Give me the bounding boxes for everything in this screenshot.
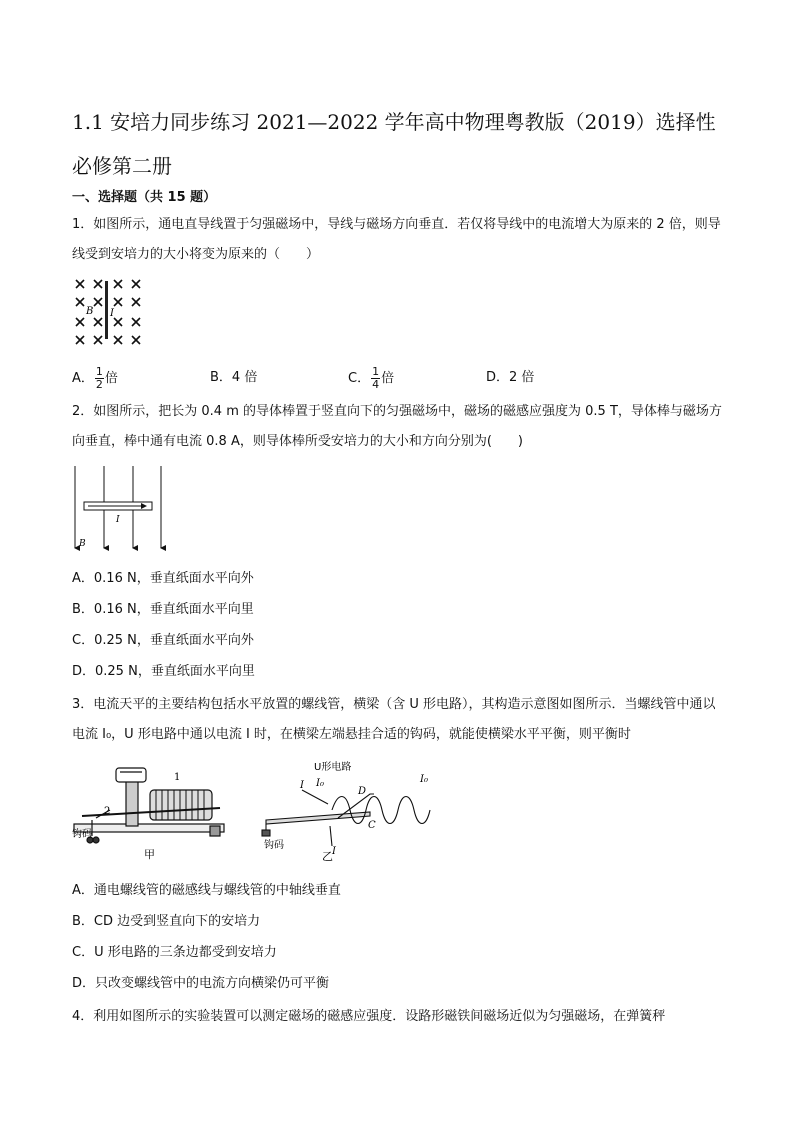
- q1-option-c[interactable]: [348, 366, 394, 391]
- fraction-numerator: 1: [372, 365, 380, 378]
- document-title: 1.1 安培力同步练习 2021—2022 学年高中物理粤教版（2019）选择性必修第二册: [72, 110, 716, 178]
- schematic-yi: [262, 790, 430, 846]
- q1-magnetic-field-figure: [72, 276, 144, 348]
- wire-conductor: [105, 281, 108, 339]
- fraction-numerator: 1: [95, 365, 103, 378]
- question-3-text: 3．电流天平的主要结构包括水平放置的螺线管，横梁（含 U 形电路），其构造示意图如图所示．当螺线管中通以电流 I₀，U 形电路中通以电流 I 时，在横梁左端悬挂合适的钩码，就能使横梁水平平衡，则平衡时: [72, 697, 716, 742]
- caption-jia: 甲: [144, 848, 155, 861]
- q3-option-a[interactable]: A．通电螺线管的磁感线与螺线管的中轴线垂直: [72, 883, 341, 898]
- q1-option-c-label: C．: [348, 371, 371, 386]
- q1-option-c-fraction: [371, 366, 380, 391]
- q1-option-a-suffix: 倍: [104, 371, 118, 386]
- label-d: D: [358, 786, 367, 797]
- q2-option-a[interactable]: A．0.16 N，垂直纸面水平向外: [72, 571, 254, 586]
- q3-option-d[interactable]: D．只改变螺线管中的电流方向横梁仍可平衡: [72, 976, 330, 991]
- label-i-bottom: I: [332, 846, 336, 857]
- caption-yi: 乙: [322, 850, 333, 862]
- q2-option-d[interactable]: D．0.25 N，垂直纸面水平向里: [72, 664, 255, 679]
- q1-option-a-label: A．: [72, 371, 94, 386]
- label-2: 2: [104, 806, 111, 817]
- q2-vertical-field-figure: [70, 462, 166, 554]
- q2-option-c[interactable]: C．0.25 N，垂直纸面水平向外: [72, 633, 254, 648]
- apparatus-jia: [74, 768, 224, 843]
- section-heading: 一、选择题（共 15 题）: [72, 190, 217, 205]
- field-label-b: B: [86, 306, 94, 317]
- label-c: C: [368, 820, 376, 831]
- label-i0-left: I₀: [316, 778, 324, 789]
- question-1-text: 1．如图所示，通电直导线置于匀强磁场中，导线与磁场方向垂直．若仅将导线中的电流增大为原来的 2 倍，则导线受到安培力的大小将变为原来的（ ）: [72, 217, 721, 262]
- q1-option-c-suffix: 倍: [381, 371, 395, 386]
- q1-option-a[interactable]: [72, 366, 118, 391]
- question-2-text: 2．如图所示，把长为 0.4 m 的导体棒置于竖直向下的匀强磁场中，磁场的磁感应强度为 0.5 T，导体棒与磁场方向垂直，棒中通有电流 0.8 A，则导体棒所受安培力的大小和方向分别为( ): [72, 404, 722, 449]
- weight-label-left: 钩码: [72, 829, 92, 840]
- question-4-text: 4．利用如图所示的实验装置可以测定磁场的磁感应强度．设路形磁铁间磁场近似为匀强磁场，在弹簧秤: [72, 1009, 666, 1024]
- q1-option-d[interactable]: D．2 倍: [486, 370, 535, 385]
- current-label-i: I: [116, 515, 120, 525]
- weight-label-right: 钩码: [264, 840, 284, 851]
- q3-option-c[interactable]: C．U 形电路的三条边都受到安培力: [72, 945, 277, 960]
- q3-current-balance-figure: [70, 760, 450, 862]
- current-label-i: I: [110, 308, 114, 319]
- fraction-denominator: 4: [372, 378, 380, 391]
- label-1: 1: [174, 772, 181, 783]
- q3-option-b[interactable]: B．CD 边受到竖直向下的安培力: [72, 914, 261, 929]
- u-circuit-label: U形电路: [314, 762, 352, 773]
- q1-option-b[interactable]: B．4 倍: [210, 370, 258, 385]
- label-i-top: I: [300, 780, 304, 791]
- fraction-denominator: 2: [95, 378, 103, 391]
- q2-option-b[interactable]: B．0.16 N，垂直纸面水平向里: [72, 602, 254, 617]
- field-label-b: B: [79, 539, 86, 549]
- label-i0-right: I₀: [420, 774, 428, 785]
- q1-option-a-fraction: [95, 366, 104, 391]
